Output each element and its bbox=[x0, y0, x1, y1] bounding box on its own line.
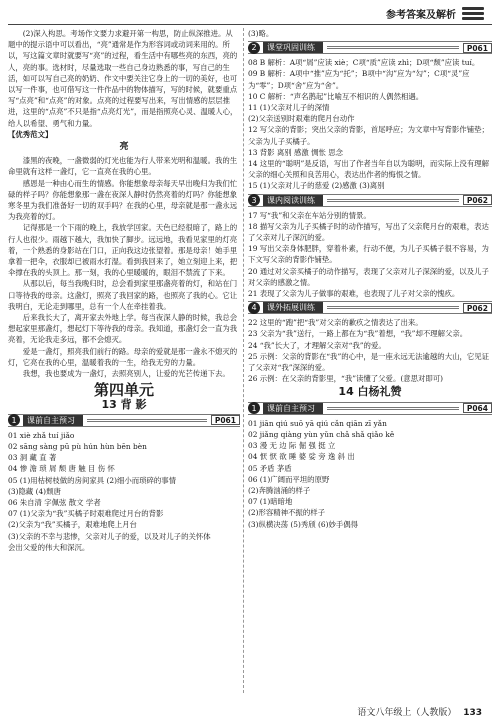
section-bar bbox=[248, 41, 492, 54]
section-name: 课堂巩固训练 bbox=[263, 42, 323, 53]
essay-paragraph: 我想，我也要成为一盏灯，去照亮别人，让爱的光芒传递下去。 bbox=[22, 369, 230, 379]
answer-item: 11 (1)父亲对儿子的深情 bbox=[248, 103, 330, 113]
answer-item: (3)父亲的不幸与悲惨，父亲对儿子的爱，以及对儿子的关怀体 bbox=[8, 531, 211, 541]
section-rule bbox=[327, 306, 459, 309]
section-name: 课前自主预习 bbox=[263, 403, 323, 414]
answer-item: 15 (1)父亲对儿子的慈爱 (2)感激 (3)离别 bbox=[248, 181, 385, 191]
answer-item: (3)略。 bbox=[248, 29, 274, 38]
answer-item: 01 xiè zhǎ tuí jiǎo bbox=[8, 430, 75, 440]
book-stack-icon bbox=[462, 7, 484, 21]
intro-paragraph: (2)深入构思。考场作文要力求避开第一构思，防止纵深推进。从题中的提示语中可以看出，“亮”通常是作为形容词或动词来用的。所以，写这篇文章时就要写“亮”的过程，看生活中有哪些亮的东西，亮的人，亮的事。选材时，尽量选取一些自己身边熟悉的事，写自己的生活，如可以写自己亮的奶奶、作文中要关注它身上的一切的美好，也可以写一件事，也可借写这一件作品中的物体描写，写的时候，就要重点写“点亮”和“点亮”的对象。点亮的过程要写出来，写出情感的层层推进，这里的“点亮”不只是指“点亮灯光”，而是指照亮心灵、温暖人心，给人以希望、勇气和力量。 bbox=[8, 29, 238, 128]
answer-item: 06 (1)广阔而平坦的原野 bbox=[248, 474, 330, 484]
right-column bbox=[248, 28, 492, 688]
essay-paragraph: 从那以后，每当我晚归时，总会看到家里那盏亮着的灯，和站在门口等待我的母亲。这盏灯，照亮了我回家的路，也照亮了我的心。它让我明白，无论走到哪里，总有一个人在牵挂着我。 bbox=[8, 279, 238, 311]
footer-text: 语文八年级上（人教版） bbox=[357, 708, 457, 718]
essay-paragraph: 记得那是一个下雨的晚上，我放学回家。天色已经很暗了，路上的行人也很少。雨越下越大，我加快了脚步。远远地，我看见家里的灯亮着，一个熟悉的身影站在门口，正向我这边张望着。那是母亲！她手里拿着一把伞，衣服却已被雨水打湿。看到我回来了，她立刻迎上来，把伞撑在我的头顶上。那一刻，我的心里暖暖的，眼泪不禁流了下来。 bbox=[8, 223, 238, 278]
answer-item: 12 写父亲的背影；突出父亲的背影，首尾呼应；为文章中写背影作铺垫；父亲为儿子买橘子。 bbox=[248, 125, 489, 146]
header-title: 参考答案及解析 bbox=[386, 10, 456, 21]
left-column bbox=[8, 28, 240, 688]
section-page: P062 bbox=[463, 303, 492, 313]
answer-item: 24 “我”长大了，才理解父亲对“我”的爱。 bbox=[248, 340, 386, 350]
section-rule bbox=[327, 199, 459, 202]
essay-paragraph: 后来我长大了，离开家去外地上学。每当夜深人静的时候，我总会想起家里那盏灯，想起灯下等待我的母亲。我知道，那盏灯会一直为我亮着，无论我走多远，都不会熄灭。 bbox=[8, 313, 238, 345]
answer-item: 02 jiǎng qiàng yùn yǔn chǎ shǎ qiǎo kě bbox=[248, 429, 395, 439]
section-name: 课外拓展训练 bbox=[263, 302, 323, 313]
section-name: 课内阅读训练 bbox=[263, 195, 323, 206]
section-page: P061 bbox=[211, 415, 240, 425]
essay-paragraph: 感恩是一种由心而生的情感。你能想象母亲每天早出晚归为我们忙碌的样子吗？你能想象那一盏在夜深人静时仍然亮着的灯吗？你能想象寒冬里为我们准备好一切的双手吗？在我的心里，母亲就是那一盏永远为我亮着的灯。 bbox=[8, 178, 238, 222]
lesson-13-title: 13 背 影 bbox=[101, 397, 147, 411]
answer-item: (2)父亲为“我”买橘子，艰难地爬上月台 bbox=[8, 520, 137, 530]
answer-item: (3)隐藏 (4)颓唐 bbox=[8, 486, 61, 496]
page-footer bbox=[357, 705, 482, 718]
section-number: 3 bbox=[248, 194, 260, 206]
section-rule bbox=[327, 46, 459, 49]
answer-item: (2)父亲送别时艰难的爬月台动作 bbox=[248, 114, 355, 124]
section-page: P064 bbox=[463, 403, 492, 413]
section-name: 课前自主预习 bbox=[23, 415, 83, 426]
answer-item: 09 B 解析：A项中“推”应为“托”；B项中“沟”应为“勾”；C项“灵”应为“零”；D项“舍”应为“舍”。 bbox=[248, 69, 470, 90]
answer-item: 05 矛盾 茅盾 bbox=[248, 463, 292, 473]
header-rule bbox=[8, 24, 492, 25]
answer-item: (2)形容精神不振的样子 bbox=[248, 508, 325, 518]
answer-item: (3)纵横决荡 (5)秀颀 (6)妙手偶得 bbox=[248, 519, 359, 529]
lesson-14-title: 14 白杨礼赞 bbox=[338, 385, 402, 399]
answer-item: 21 表现了父亲为儿子做事的艰难，也表现了儿子对父亲的愧疚。 bbox=[248, 289, 460, 299]
answer-item: 26 示例：在父亲的背影里，“我”读懂了父爱。(意思对即可) bbox=[248, 374, 444, 384]
answer-item: 13 背影 离别 感激 惆怅 思念 bbox=[248, 147, 344, 157]
answer-item: 03 洞 藏 直 著 bbox=[8, 453, 57, 463]
answer-item: 02 sāng sàng pū pù hún hùn bēn bèn bbox=[8, 441, 147, 451]
answer-item: 会出父爱的伟大和深沉。 bbox=[8, 542, 90, 552]
answer-item: 22 这里的“跑”把“我”对父亲的歉疚之情表达了出来。 bbox=[248, 318, 423, 328]
answer-item: 17 写“我”和父亲在车站分别的情景。 bbox=[248, 210, 371, 220]
answer-item: 04 惨 澹 琐 屑 颓 唐 触 目 伤 怀 bbox=[8, 464, 115, 474]
page-number: 133 bbox=[463, 708, 482, 718]
section-rule bbox=[87, 419, 207, 422]
section-number: 2 bbox=[248, 42, 260, 54]
essay-paragraph: 漆黑的夜晚，一盏微弱的灯光也能为行人带来光明和温暖。我的生命里就有这样一盏灯，它一直亮在我的心里。 bbox=[8, 156, 238, 177]
answer-item: 07 (1)暗暗地 bbox=[248, 497, 293, 507]
answer-item: 06 朱自清 字佩弦 散文 学者 bbox=[8, 497, 101, 507]
answer-item: 04 恹 恹 欲 睡 婆 娑 旁 逸 斜 出 bbox=[248, 452, 355, 462]
section-rule bbox=[327, 407, 459, 410]
section-number: 1 bbox=[8, 414, 20, 426]
essay-paragraph: 爱是一盏灯，照亮我们前行的路。母亲的爱就是那一盏永不熄灭的灯，它亮在我的心里，温暖着我的一生，给我无穷的力量。 bbox=[8, 346, 238, 367]
answer-item: 23 父亲为“我”送行，一路上都在为“我”着想，“我”却不理解父亲。 bbox=[248, 329, 468, 339]
section-bar bbox=[248, 194, 492, 207]
answer-item: 18 描写父亲为儿子买橘子时的动作描写，写出了父亲爬月台的艰难，表达了父亲对儿子深沉的爱。 bbox=[248, 221, 489, 243]
answer-item: 08 B 解析：A项“屑”应读 xiè；C项“质”应读 zhì；D项“颓”应读 tuí。 bbox=[248, 58, 480, 68]
answer-item: 25 示例：父亲的背影在“我”的心中，是一座永远无法逾越的大山，它见证了父亲对“我”深深的爱。 bbox=[248, 351, 490, 373]
section-bar bbox=[248, 402, 492, 415]
section-bar bbox=[8, 414, 240, 427]
answer-item: 20 通过对父亲买橘子的动作描写，表现了父亲对儿子深深的爱，以及儿子对父亲的感激之情。 bbox=[248, 266, 489, 287]
answer-item: 03 漫 无 边 际 倔 强 挺 立 bbox=[248, 441, 336, 451]
section-number: 4 bbox=[248, 302, 260, 314]
unit-title: 第四单元 bbox=[93, 381, 154, 400]
answer-item: 10 C 解析：“声名鹊起”比喻互不相识的人偶然相遇。 bbox=[248, 91, 424, 101]
answer-item: 14 这里的“聪明”是反语，写出了作者当年自以为聪明，而实际上没有理解父亲的细心关照和良苦用心，表达出作者的悔恨之情。 bbox=[248, 159, 490, 180]
section-page: P062 bbox=[463, 195, 492, 205]
page-header bbox=[386, 6, 484, 21]
answer-item: 07 (1)父亲为“我”买橘子时艰难爬过月台的背影 bbox=[8, 509, 164, 519]
answer-item: 19 写出父亲身体肥胖，穿着朴素，行动不便，为儿子买橘子很不容易，为下文写父亲的背影作铺垫。 bbox=[248, 244, 489, 265]
essay-heading: 【优秀范文】 bbox=[8, 129, 53, 139]
essay-title: 亮 bbox=[119, 142, 129, 153]
answer-item: (2)奔腾汹涌的样子 bbox=[248, 485, 311, 495]
answer-item: 05 (1)用枯树枝做的房间家具 (2)细小而琐碎的事情 bbox=[8, 475, 177, 485]
section-bar bbox=[248, 301, 492, 314]
answer-item: 01 jiān qiú suō yā qiú cǎn qiān zī yǎn bbox=[248, 418, 387, 428]
section-page: P061 bbox=[463, 43, 492, 53]
section-number: 1 bbox=[248, 402, 260, 414]
column-divider bbox=[243, 28, 244, 693]
